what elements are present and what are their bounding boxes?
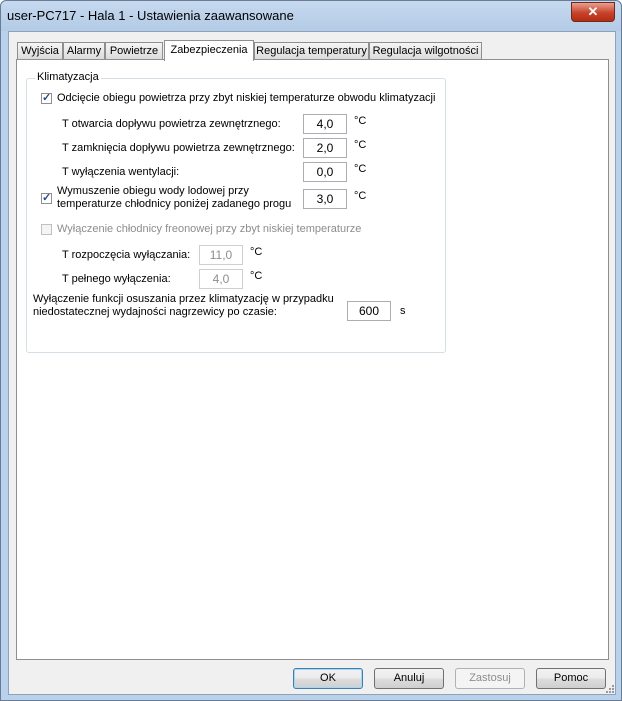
freon-start-unit: °C <box>250 246 263 258</box>
help-button[interactable]: Pomoc <box>536 668 606 689</box>
vent-off-temp-label: T wyłączenia wentylacji: <box>62 166 180 178</box>
resize-grip-icon[interactable] <box>603 682 615 694</box>
drying-time-unit: s <box>400 305 406 317</box>
tab-panel-zabezpieczenia <box>16 59 609 660</box>
freon-checkbox[interactable] <box>41 224 52 235</box>
tab-regulacja-wilgotnosci[interactable]: Regulacja wilgotności <box>369 42 482 59</box>
open-temp-unit: °C <box>354 115 367 127</box>
forcing-threshold-input[interactable] <box>303 189 347 209</box>
close-temp-input[interactable] <box>303 138 347 158</box>
freon-full-unit: °C <box>250 270 263 282</box>
vent-off-temp-input[interactable] <box>303 162 347 182</box>
klimatyzacja-group <box>26 71 446 353</box>
freon-label: Wyłączenie chłodnicy freonowej przy zbyt niskiej temperaturze <box>57 223 362 235</box>
close-temp-unit: °C <box>354 139 367 151</box>
drying-label-line2: niedostatecznej wydajności nagrzewicy po czasie: <box>33 306 277 318</box>
freon-full-label: T pełnego wyłączenia: <box>62 273 171 285</box>
close-icon: ✕ <box>587 4 599 19</box>
forcing-threshold-unit: °C <box>354 190 367 202</box>
drying-time-input[interactable] <box>347 301 391 321</box>
tab-alarmy[interactable]: Alarmy <box>63 42 105 59</box>
close-temp-label: T zamknięcia dopływu powietrza zewnętrznego: <box>62 142 295 154</box>
forcing-label-line2: temperaturze chłodnicy poniżej zadanego progu <box>57 198 292 210</box>
tab-wyjscia[interactable]: Wyjścia <box>17 42 63 59</box>
freon-start-label: T rozpoczęcia wyłączania: <box>62 249 191 261</box>
open-temp-input[interactable] <box>303 114 347 134</box>
drying-label-line1: Wyłączenie funkcji osuszania przez klimatyzację w przypadku <box>33 293 334 305</box>
forcing-checkbox[interactable] <box>41 193 52 204</box>
cancel-button[interactable]: Anuluj <box>374 668 444 689</box>
tab-regulacja-temperatury[interactable]: Regulacja temperatury <box>254 42 369 59</box>
open-temp-label: T otwarcia dopływu powietrza zewnętrznego: <box>62 118 281 130</box>
group-title: Klimatyzacja <box>37 71 99 83</box>
forcing-label-line1: Wymuszenie obiegu wody lodowej przy <box>57 185 249 197</box>
vent-off-temp-unit: °C <box>354 163 367 175</box>
tab-zabezpieczenia[interactable]: Zabezpieczenia <box>164 40 254 61</box>
dialog-client-area <box>8 31 616 695</box>
ok-button[interactable]: OK <box>293 668 363 689</box>
freon-full-input[interactable] <box>199 269 243 289</box>
window-title: user-PC717 - Hala 1 - Ustawienia zaawansowane <box>7 8 294 23</box>
apply-button[interactable]: Zastosuj <box>455 668 525 689</box>
cutoff-checkbox[interactable] <box>41 93 52 104</box>
close-button[interactable] <box>571 2 615 22</box>
tab-powietrze[interactable]: Powietrze <box>105 42 163 59</box>
cutoff-label: Odcięcie obiegu powietrza przy zbyt niskiej temperaturze obwodu klimatyzacji <box>57 92 436 104</box>
freon-start-input[interactable] <box>199 245 243 265</box>
title-bar[interactable] <box>1 1 621 31</box>
